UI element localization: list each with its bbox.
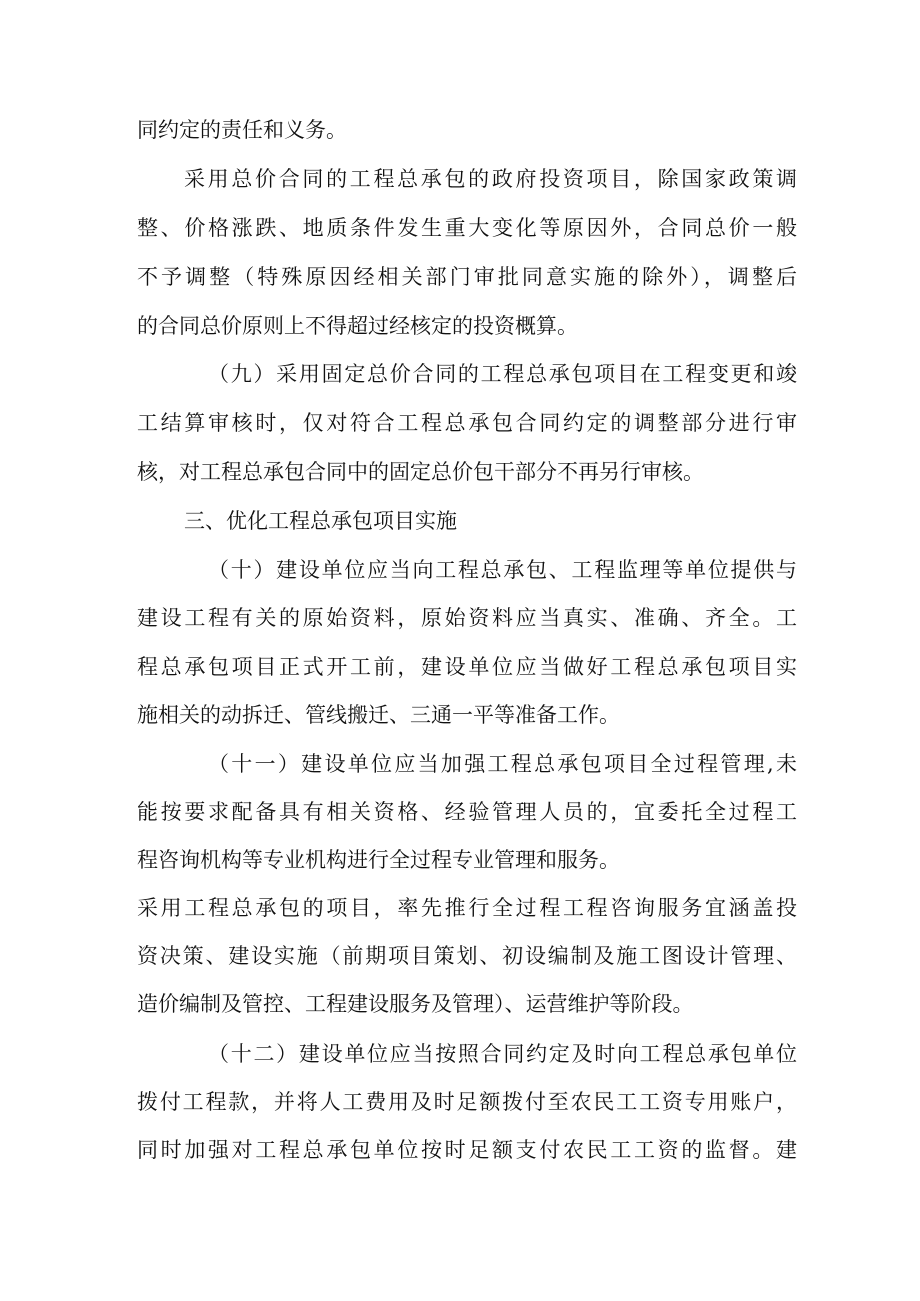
text-line: 核，对工程总承包合同中的固定总价包干部分不再另行审核。 xyxy=(137,460,704,484)
section-heading: 三、优化工程总承包项目实施 xyxy=(184,509,457,533)
text-line: 采用工程总承包的项目，率先推行全过程工程咨询服务宜涵盖投 xyxy=(137,896,797,920)
text-line: 程总承包项目正式开工前，建设单位应当做好工程总承包项目实 xyxy=(137,655,797,679)
text-line: 程咨询机构等专业机构进行全过程专业管理和服务。 xyxy=(137,848,620,872)
text-line: 的合同总价原则上不得超过经核定的投资概算。 xyxy=(137,314,578,338)
text-line: 工结算审核时，仅对符合工程总承包合同约定的调整部分进行审 xyxy=(137,411,797,435)
text-line: 施相关的动拆迁、管线搬迁、三通一平等准备工作。 xyxy=(137,703,620,727)
text-line: （十）建设单位应当向工程总承包、工程监理等单位提供与 xyxy=(208,558,797,582)
text-line: 同约定的责任和义务。 xyxy=(137,118,347,142)
text-line: 资决策、建设实施（前期项目策划、初设编制及施工图设计管理、 xyxy=(137,944,797,968)
text-line: （十二）建设单位应当按照合同约定及时向工程总承包单位 xyxy=(208,1042,797,1066)
text-line: 拨付工程款，并将人工费用及时足额拨付至农民工工资专用账户， xyxy=(137,1090,797,1114)
text-line: （十一）建设单位应当加强工程总承包项目全过程管理,未 xyxy=(208,752,797,776)
text-line: 整、价格涨跌、地质条件发生重大变化等原因外，合同总价一般 xyxy=(137,216,797,240)
text-line: 建设工程有关的原始资料，原始资料应当真实、准确、齐全。工 xyxy=(137,606,797,630)
text-line: 造价编制及管控、工程建设服务及管理）、运营维护等阶段。 xyxy=(137,992,694,1016)
text-line: （九）采用固定总价合同的工程总承包项目在工程变更和竣 xyxy=(208,362,797,386)
text-line: 能按要求配备具有相关资格、经验管理人员的，宜委托全过程工 xyxy=(137,800,797,824)
text-line: 同时加强对工程总承包单位按时足额支付农民工工资的监督。建 xyxy=(137,1138,797,1162)
text-line: 采用总价合同的工程总承包的政府投资项目，除国家政策调 xyxy=(184,167,797,191)
text-line: 不予调整（特殊原因经相关部门审批同意实施的除外），调整后 xyxy=(137,265,797,289)
